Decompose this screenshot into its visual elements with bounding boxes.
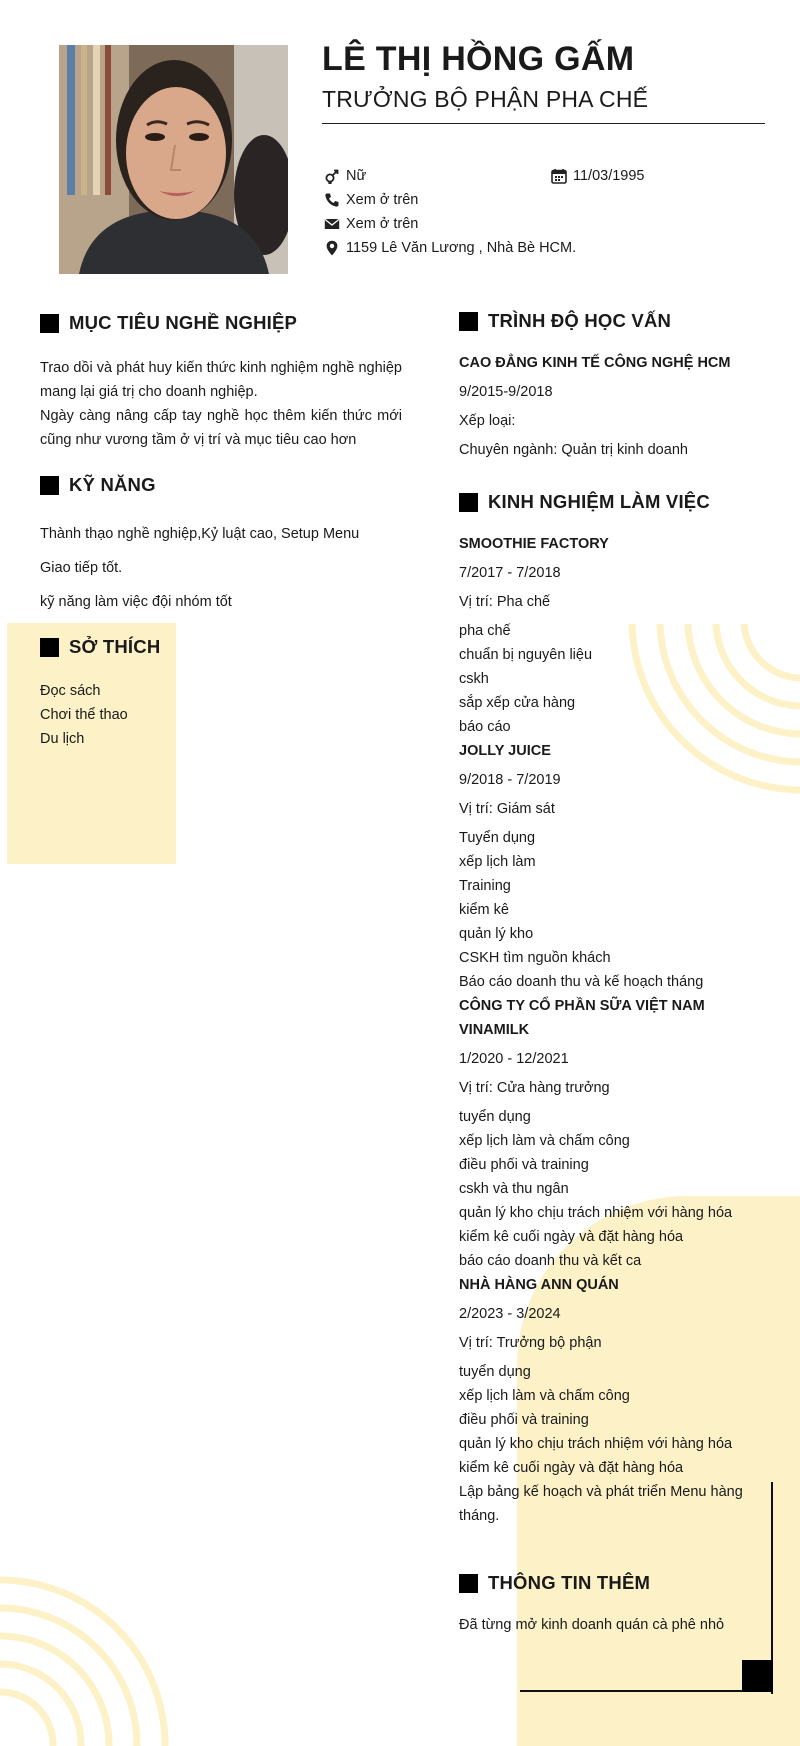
- job-period: 9/2018 - 7/2019: [459, 772, 561, 788]
- job-entry: [459, 532, 779, 739]
- hobby-item: Đọc sách: [40, 683, 101, 699]
- job-position: Vị trí: Pha chế: [459, 594, 551, 610]
- duty-item: pha chế: [459, 623, 511, 639]
- job-duties: [459, 826, 779, 994]
- address-field: [346, 239, 576, 257]
- duty-item: tuyển dụng: [459, 1364, 531, 1380]
- section-marker: [40, 314, 59, 333]
- company-name-line-2: VINAMILK: [459, 1022, 530, 1038]
- duty-item: Tuyển dụng: [459, 830, 536, 846]
- job-entry: [459, 994, 779, 1273]
- duty-item: sắp xếp cửa hàng: [459, 695, 576, 711]
- company-name: JOLLY JUICE: [459, 743, 551, 759]
- experience-list: [459, 532, 779, 1528]
- profile-photo: [59, 45, 288, 274]
- duty-item: tuyển dụng: [459, 1109, 531, 1125]
- education-heading: TRÌNH ĐỘ HỌC VẤN: [459, 310, 671, 332]
- job-period: 7/2017 - 7/2018: [459, 565, 561, 581]
- skill-item: Giao tiếp tốt.: [40, 560, 123, 576]
- duty-item: điều phối và training: [459, 1157, 589, 1173]
- job-title: TRƯỞNG BỘ PHẬN PHA CHẾ: [322, 86, 649, 112]
- duty-item: Lập bảng kế hoạch và phát triển Menu hàng: [459, 1484, 743, 1500]
- phone-icon: [324, 192, 340, 208]
- section-marker: [459, 493, 478, 512]
- hobby-item: Du lịch: [40, 731, 85, 747]
- duty-item: kiểm kê cuối ngày và đặt hàng hóa: [459, 1460, 684, 1476]
- address-value: 1159 Lê Văn Lương , Nhà Bè HCM.: [346, 240, 577, 256]
- hobbies-heading: SỞ THÍCH: [40, 636, 160, 658]
- duty-item: quản lý kho: [459, 926, 534, 942]
- company-name-line-1: CÔNG TY CỔ PHẦN SỮA VIỆT NAM: [459, 998, 705, 1014]
- job-duties: [459, 1360, 779, 1528]
- hobbies-list: [40, 679, 402, 751]
- corner-square: [742, 1660, 773, 1692]
- objective-paragraph-1: Trao dồi và phát huy kiến thức kinh nghiệm nghề nghiệp mang lại giá trị cho doanh nghiệp.: [40, 360, 402, 400]
- candidate-name: LÊ THỊ HỒNG GẤM: [322, 40, 635, 78]
- duty-item: chuẩn bị nguyên liệu: [459, 647, 593, 663]
- envelope-icon: [324, 216, 340, 232]
- skills-list: [40, 517, 402, 619]
- skill-item: Thành thạo nghề nghiệp,Kỷ luật cao, Setup Menu: [40, 526, 360, 542]
- decorative-arcs-bottom-left: [0, 1570, 185, 1746]
- experience-heading: KINH NGHIỆM LÀM VIỆC: [459, 491, 710, 513]
- duty-item: Training: [459, 878, 511, 894]
- duty-item: quản lý kho chịu trách nhiệm với hàng hóa: [459, 1436, 733, 1452]
- education-major: Chuyên ngành: Quản trị kinh doanh: [459, 442, 688, 458]
- duty-item: cskh: [459, 671, 489, 687]
- email-value[interactable]: Xem ở trên: [346, 216, 419, 232]
- job-entry: [459, 739, 779, 994]
- birthdate-value: 11/03/1995: [573, 168, 645, 184]
- additional-info-text: Đã từng mở kinh doanh quán cà phê nhỏ: [459, 1617, 725, 1633]
- duty-item: CSKH tìm nguồn khách: [459, 950, 611, 966]
- school-name: CAO ĐẲNG KINH TẾ CÔNG NGHỆ HCM: [459, 355, 731, 371]
- section-marker: [459, 312, 478, 331]
- additional-info-heading: THÔNG TIN THÊM: [459, 1572, 650, 1594]
- calendar-icon: [551, 168, 567, 184]
- gender-field: [346, 167, 366, 185]
- duty-item: Báo cáo doanh thu và kế hoạch tháng: [459, 974, 704, 990]
- duty-item: kiểm kê: [459, 902, 509, 918]
- duty-item: cskh và thu ngân: [459, 1181, 569, 1197]
- duty-item: điều phối và training: [459, 1412, 589, 1428]
- objective-paragraph-2: Ngày càng nâng cấp tay nghề học thêm kiến thức mới cũng như vương tầm ở vị trí và mục tiêu cao hơn: [40, 408, 402, 448]
- company-name: SMOOTHIE FACTORY: [459, 536, 609, 552]
- education-grade: Xếp loại:: [459, 413, 516, 429]
- duty-item: xếp lịch làm và chấm công: [459, 1388, 630, 1404]
- duty-item: xếp lịch làm và chấm công: [459, 1133, 630, 1149]
- gender-value: Nữ: [346, 168, 367, 184]
- job-duties: [459, 1105, 779, 1273]
- objective-text: [40, 356, 402, 452]
- job-duties: [459, 619, 779, 739]
- job-position: Vị trí: Trưởng bộ phận: [459, 1335, 602, 1351]
- duty-item: báo cáo: [459, 719, 511, 735]
- company-name: NHÀ HÀNG ANN QUÁN: [459, 1277, 619, 1293]
- birthdate-field: [573, 167, 645, 185]
- duty-item: báo cáo doanh thu và kết ca: [459, 1253, 642, 1269]
- section-marker: [40, 638, 59, 657]
- education-block: [459, 351, 779, 462]
- map-pin-icon: [324, 240, 340, 256]
- header-divider: [322, 123, 765, 124]
- duty-item: kiểm kê cuối ngày và đặt hàng hóa: [459, 1229, 684, 1245]
- job-period: 2/2023 - 3/2024: [459, 1306, 561, 1322]
- corner-frame-horizontal: [520, 1690, 773, 1692]
- duty-item: tháng.: [459, 1508, 500, 1524]
- job-position: Vị trí: Cửa hàng trưởng: [459, 1080, 610, 1096]
- email-field: [346, 215, 418, 233]
- section-marker: [40, 476, 59, 495]
- skills-heading: KỸ NĂNG: [40, 474, 156, 496]
- skill-item: kỹ năng làm việc đội nhóm tốt: [40, 594, 232, 610]
- education-period: 9/2015-9/2018: [459, 384, 553, 400]
- objective-heading: MỤC TIÊU NGHỀ NGHIỆP: [40, 312, 297, 334]
- job-entry: [459, 1273, 779, 1528]
- duty-item: xếp lịch làm: [459, 854, 536, 870]
- phone-value[interactable]: Xem ở trên: [346, 192, 419, 208]
- phone-field: [346, 191, 418, 209]
- section-marker: [459, 1574, 478, 1593]
- hobby-item: Chơi thể thao: [40, 707, 128, 723]
- job-position: Vị trí: Giám sát: [459, 801, 555, 817]
- job-period: 1/2020 - 12/2021: [459, 1051, 569, 1067]
- duty-item: quản lý kho chịu trách nhiệm với hàng hóa: [459, 1205, 733, 1221]
- gender-icon: [324, 168, 340, 184]
